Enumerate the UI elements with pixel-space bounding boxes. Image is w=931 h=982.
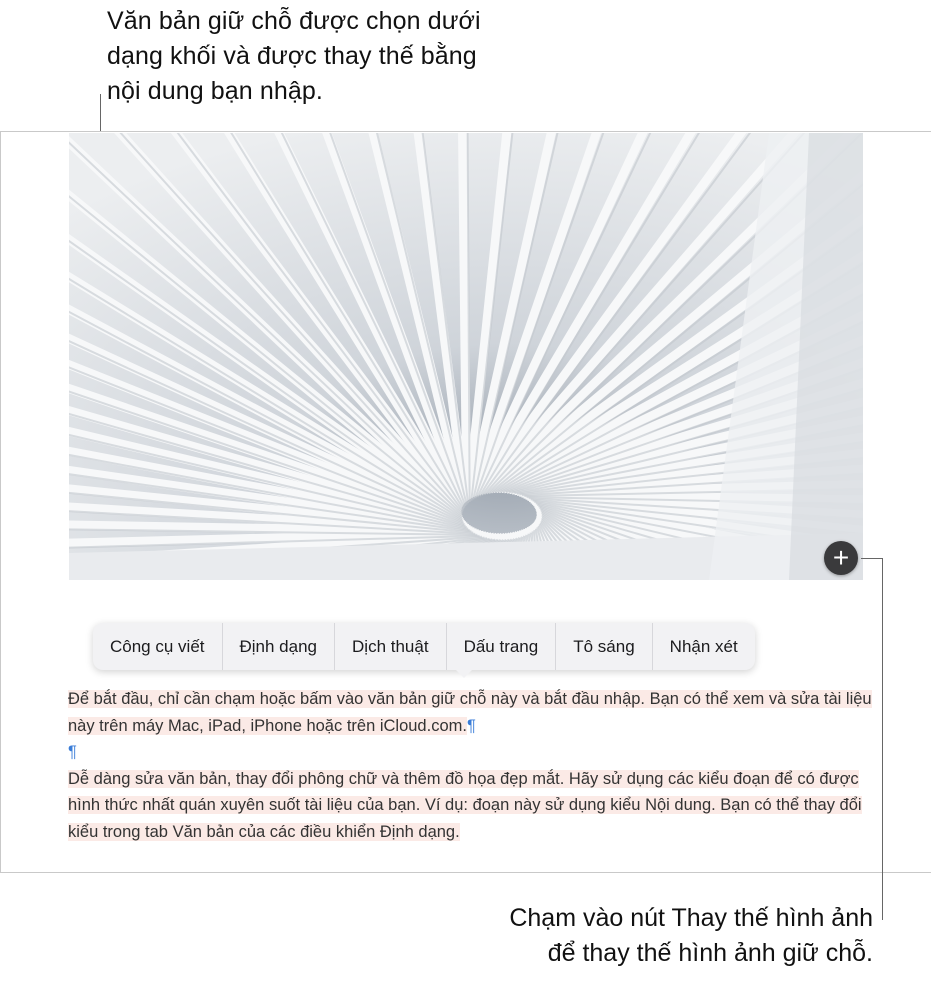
context-menu-arrow [455,669,473,678]
paragraph-1-text: Để bắt đầu, chỉ cần chạm hoặc bấm vào văn bản giữ chỗ này và bắt đầu nhập. Bạn có thể xem và sửa tài liệu này trên máy Mac, iPad, iPhone hoặc trên iCloud.com. [68,690,872,735]
menu-item-format[interactable]: Định dạng [223,623,336,670]
callout-replace-image [403,901,873,971]
edit-context-menu [93,623,755,670]
callout-replace-image-line-2: để thay thế hình ảnh giữ chỗ. [547,939,873,967]
pilcrow-mark: ¶ [68,743,77,761]
callout-replace-image-line-1: Chạm vào nút Thay thế hình ảnh [509,904,873,932]
document-body[interactable] [68,686,876,845]
spiral-architecture-image [69,133,863,580]
menu-item-writing-tools[interactable]: Công cụ viết [93,623,223,670]
placeholder-paragraph-2[interactable] [68,766,876,846]
replace-image-button[interactable] [824,541,858,575]
pilcrow-mark: ¶ [466,716,476,735]
plus-icon: + [832,542,850,573]
empty-paragraph[interactable] [68,739,876,766]
menu-item-comment[interactable]: Nhận xét [669,636,738,656]
menu-item-translate[interactable]: Dịch thuật [335,623,447,670]
placeholder-image[interactable] [69,133,863,580]
callout-placeholder-text: Văn bản giữ chỗ được chọn dưới dạng khối và được thay thế bằng nội dung bạn nhập. [107,7,481,105]
callout-bottom-leader-h [861,558,883,559]
placeholder-paragraph-1[interactable] [68,686,876,739]
menu-item-bookmark[interactable]: Dấu trang [447,623,557,670]
paragraph-2-text: Dễ dàng sửa văn bản, thay đổi phông chữ và thêm đồ họa đẹp mắt. Hãy sử dụng các kiểu đoạn để có được hình thức nhất quán xuyên suốt tài liệu của bạn. Ví dụ: đoạn này sử dụng kiểu Nội dung. Bạn có thể thay đổi kiểu trong tab Văn bản của các điều khiển Định dạng. [68,769,862,841]
callout-bottom-leader-v [882,558,883,920]
menu-item-highlight[interactable]: Tô sáng [556,623,652,670]
